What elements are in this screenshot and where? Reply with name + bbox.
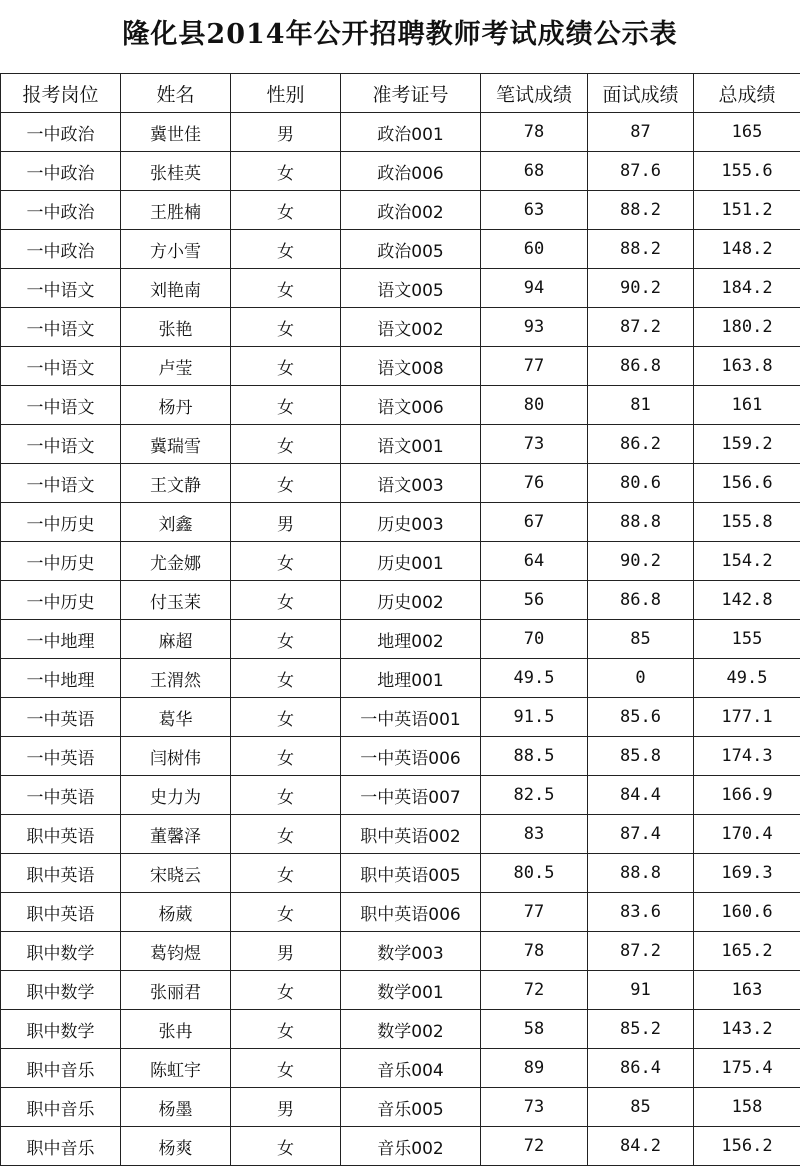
table-row: [1, 1010, 800, 1049]
cell-interview-score: 85.6: [588, 698, 694, 737]
table-row: [1, 347, 800, 386]
cell-gender: 女: [231, 347, 341, 386]
cell-position: 一中英语: [1, 776, 121, 815]
cell-ticket-number: 政治001: [341, 113, 481, 152]
table-row: [1, 776, 800, 815]
cell-position: 一中历史: [1, 581, 121, 620]
cell-ticket-number: 职中英语006: [341, 893, 481, 932]
cell-interview-score: 88.2: [588, 191, 694, 230]
cell-gender: 女: [231, 620, 341, 659]
cell-interview-score: 88.8: [588, 503, 694, 542]
cell-interview-score: 83.6: [588, 893, 694, 932]
cell-name: 刘艳南: [121, 269, 231, 308]
cell-interview-score: 84.4: [588, 776, 694, 815]
cell-total-score: 156.2: [694, 1127, 800, 1166]
cell-interview-score: 81: [588, 386, 694, 425]
cell-name: 董馨泽: [121, 815, 231, 854]
table-row: [1, 815, 800, 854]
cell-interview-score: 86.4: [588, 1049, 694, 1088]
cell-position: 一中政治: [1, 152, 121, 191]
cell-total-score: 155: [694, 620, 800, 659]
cell-name: 史力为: [121, 776, 231, 815]
table-row: [1, 464, 800, 503]
cell-total-score: 165: [694, 113, 800, 152]
table-row: [1, 152, 800, 191]
cell-total-score: 155.8: [694, 503, 800, 542]
cell-name: 张桂英: [121, 152, 231, 191]
cell-interview-score: 84.2: [588, 1127, 694, 1166]
cell-interview-score: 85.2: [588, 1010, 694, 1049]
cell-ticket-number: 政治006: [341, 152, 481, 191]
cell-total-score: 177.1: [694, 698, 800, 737]
cell-gender: 女: [231, 971, 341, 1010]
cell-position: 一中历史: [1, 503, 121, 542]
cell-written-score: 80: [481, 386, 588, 425]
cell-gender: 女: [231, 386, 341, 425]
cell-ticket-number: 一中英语006: [341, 737, 481, 776]
cell-total-score: 163: [694, 971, 800, 1010]
cell-gender: 男: [231, 1088, 341, 1127]
cell-position: 一中政治: [1, 191, 121, 230]
cell-written-score: 58: [481, 1010, 588, 1049]
table-row: [1, 308, 800, 347]
cell-position: 一中语文: [1, 464, 121, 503]
cell-ticket-number: 数学002: [341, 1010, 481, 1049]
cell-total-score: 166.9: [694, 776, 800, 815]
cell-written-score: 83: [481, 815, 588, 854]
table-header-row: [1, 74, 800, 113]
cell-written-score: 77: [481, 893, 588, 932]
cell-gender: 女: [231, 893, 341, 932]
cell-position: 一中语文: [1, 308, 121, 347]
cell-written-score: 89: [481, 1049, 588, 1088]
table-row: [1, 737, 800, 776]
cell-total-score: 174.3: [694, 737, 800, 776]
cell-gender: 女: [231, 152, 341, 191]
column-header-name: 姓名: [121, 74, 231, 113]
cell-name: 张艳: [121, 308, 231, 347]
cell-ticket-number: 政治002: [341, 191, 481, 230]
cell-total-score: 170.4: [694, 815, 800, 854]
cell-name: 王胜楠: [121, 191, 231, 230]
table-row: [1, 386, 800, 425]
cell-position: 一中英语: [1, 737, 121, 776]
table-row: [1, 503, 800, 542]
cell-total-score: 159.2: [694, 425, 800, 464]
cell-name: 王渭然: [121, 659, 231, 698]
cell-gender: 女: [231, 1010, 341, 1049]
cell-gender: 男: [231, 503, 341, 542]
cell-position: 职中英语: [1, 893, 121, 932]
cell-name: 张冉: [121, 1010, 231, 1049]
cell-ticket-number: 数学001: [341, 971, 481, 1010]
cell-name: 尤金娜: [121, 542, 231, 581]
cell-interview-score: 85: [588, 620, 694, 659]
cell-position: 一中地理: [1, 659, 121, 698]
cell-ticket-number: 音乐005: [341, 1088, 481, 1127]
cell-gender: 女: [231, 659, 341, 698]
cell-total-score: 165.2: [694, 932, 800, 971]
cell-total-score: 160.6: [694, 893, 800, 932]
table-row: [1, 893, 800, 932]
cell-ticket-number: 语文003: [341, 464, 481, 503]
cell-name: 张丽君: [121, 971, 231, 1010]
table-body: [1, 113, 800, 1166]
table-row: [1, 230, 800, 269]
cell-gender: 男: [231, 932, 341, 971]
cell-ticket-number: 语文006: [341, 386, 481, 425]
cell-gender: 女: [231, 581, 341, 620]
cell-written-score: 88.5: [481, 737, 588, 776]
cell-total-score: 180.2: [694, 308, 800, 347]
cell-ticket-number: 语文005: [341, 269, 481, 308]
cell-total-score: 154.2: [694, 542, 800, 581]
cell-name: 方小雪: [121, 230, 231, 269]
cell-interview-score: 87: [588, 113, 694, 152]
cell-name: 宋晓云: [121, 854, 231, 893]
cell-gender: 女: [231, 1049, 341, 1088]
cell-name: 杨葳: [121, 893, 231, 932]
cell-interview-score: 88.8: [588, 854, 694, 893]
cell-name: 冀瑞雪: [121, 425, 231, 464]
cell-position: 职中英语: [1, 854, 121, 893]
cell-position: 一中语文: [1, 269, 121, 308]
cell-position: 职中数学: [1, 932, 121, 971]
cell-ticket-number: 一中英语007: [341, 776, 481, 815]
cell-interview-score: 85: [588, 1088, 694, 1127]
cell-gender: 女: [231, 230, 341, 269]
column-header-ticket-number: 准考证号: [341, 74, 481, 113]
cell-ticket-number: 政治005: [341, 230, 481, 269]
cell-written-score: 67: [481, 503, 588, 542]
cell-name: 王文静: [121, 464, 231, 503]
cell-interview-score: 80.6: [588, 464, 694, 503]
cell-ticket-number: 数学003: [341, 932, 481, 971]
cell-total-score: 151.2: [694, 191, 800, 230]
table-row: [1, 1127, 800, 1166]
column-header-written-score: 笔试成绩: [481, 74, 588, 113]
table-row: [1, 113, 800, 152]
table-row: [1, 698, 800, 737]
cell-ticket-number: 历史003: [341, 503, 481, 542]
cell-written-score: 60: [481, 230, 588, 269]
cell-position: 一中语文: [1, 386, 121, 425]
table-row: [1, 659, 800, 698]
cell-written-score: 80.5: [481, 854, 588, 893]
cell-written-score: 68: [481, 152, 588, 191]
cell-position: 职中数学: [1, 1010, 121, 1049]
cell-name: 杨爽: [121, 1127, 231, 1166]
cell-position: 职中数学: [1, 971, 121, 1010]
cell-written-score: 63: [481, 191, 588, 230]
cell-interview-score: 90.2: [588, 542, 694, 581]
cell-written-score: 93: [481, 308, 588, 347]
cell-name: 麻超: [121, 620, 231, 659]
cell-position: 一中语文: [1, 425, 121, 464]
cell-total-score: 163.8: [694, 347, 800, 386]
cell-written-score: 78: [481, 113, 588, 152]
cell-interview-score: 86.8: [588, 347, 694, 386]
cell-name: 杨墨: [121, 1088, 231, 1127]
cell-gender: 女: [231, 308, 341, 347]
cell-position: 一中地理: [1, 620, 121, 659]
cell-written-score: 64: [481, 542, 588, 581]
cell-written-score: 70: [481, 620, 588, 659]
table-row: [1, 269, 800, 308]
score-table: [0, 73, 800, 1166]
cell-total-score: 49.5: [694, 659, 800, 698]
cell-interview-score: 87.4: [588, 815, 694, 854]
cell-name: 杨丹: [121, 386, 231, 425]
table-row: [1, 425, 800, 464]
table-row: [1, 932, 800, 971]
cell-gender: 女: [231, 776, 341, 815]
table-row: [1, 854, 800, 893]
cell-interview-score: 0: [588, 659, 694, 698]
cell-ticket-number: 地理001: [341, 659, 481, 698]
cell-written-score: 82.5: [481, 776, 588, 815]
table-row: [1, 542, 800, 581]
cell-name: 葛华: [121, 698, 231, 737]
cell-written-score: 72: [481, 1127, 588, 1166]
cell-interview-score: 90.2: [588, 269, 694, 308]
cell-written-score: 94: [481, 269, 588, 308]
cell-written-score: 56: [481, 581, 588, 620]
cell-position: 职中音乐: [1, 1088, 121, 1127]
cell-interview-score: 85.8: [588, 737, 694, 776]
page-title: 隆化县2014年公开招聘教师考试成绩公示表: [122, 19, 678, 50]
cell-written-score: 73: [481, 425, 588, 464]
cell-ticket-number: 语文008: [341, 347, 481, 386]
cell-position: 一中历史: [1, 542, 121, 581]
cell-gender: 女: [231, 815, 341, 854]
cell-written-score: 78: [481, 932, 588, 971]
cell-interview-score: 88.2: [588, 230, 694, 269]
cell-ticket-number: 地理002: [341, 620, 481, 659]
cell-name: 陈虹宇: [121, 1049, 231, 1088]
cell-position: 职中音乐: [1, 1049, 121, 1088]
cell-total-score: 158: [694, 1088, 800, 1127]
cell-ticket-number: 历史002: [341, 581, 481, 620]
cell-gender: 女: [231, 854, 341, 893]
cell-gender: 女: [231, 1127, 341, 1166]
cell-gender: 女: [231, 737, 341, 776]
cell-gender: 女: [231, 269, 341, 308]
cell-interview-score: 86.8: [588, 581, 694, 620]
cell-total-score: 155.6: [694, 152, 800, 191]
cell-name: 卢莹: [121, 347, 231, 386]
cell-ticket-number: 职中英语005: [341, 854, 481, 893]
cell-interview-score: 87.2: [588, 932, 694, 971]
cell-written-score: 77: [481, 347, 588, 386]
cell-written-score: 49.5: [481, 659, 588, 698]
cell-gender: 女: [231, 464, 341, 503]
cell-total-score: 175.4: [694, 1049, 800, 1088]
cell-ticket-number: 一中英语001: [341, 698, 481, 737]
cell-total-score: 169.3: [694, 854, 800, 893]
cell-written-score: 72: [481, 971, 588, 1010]
cell-gender: 女: [231, 698, 341, 737]
cell-interview-score: 87.6: [588, 152, 694, 191]
column-header-gender: 性别: [231, 74, 341, 113]
cell-ticket-number: 语文001: [341, 425, 481, 464]
table-row: [1, 581, 800, 620]
cell-position: 一中政治: [1, 230, 121, 269]
cell-total-score: 184.2: [694, 269, 800, 308]
cell-written-score: 76: [481, 464, 588, 503]
cell-total-score: 142.8: [694, 581, 800, 620]
cell-position: 一中语文: [1, 347, 121, 386]
column-header-interview-score: 面试成绩: [588, 74, 694, 113]
cell-ticket-number: 职中英语002: [341, 815, 481, 854]
cell-position: 职中英语: [1, 815, 121, 854]
table-row: [1, 971, 800, 1010]
cell-total-score: 148.2: [694, 230, 800, 269]
cell-gender: 女: [231, 542, 341, 581]
cell-total-score: 143.2: [694, 1010, 800, 1049]
table-row: [1, 1049, 800, 1088]
cell-name: 刘鑫: [121, 503, 231, 542]
cell-gender: 女: [231, 191, 341, 230]
cell-ticket-number: 音乐004: [341, 1049, 481, 1088]
cell-name: 付玉茉: [121, 581, 231, 620]
cell-interview-score: 87.2: [588, 308, 694, 347]
cell-ticket-number: 音乐002: [341, 1127, 481, 1166]
table-row: [1, 620, 800, 659]
cell-position: 职中音乐: [1, 1127, 121, 1166]
cell-gender: 男: [231, 113, 341, 152]
cell-name: 冀世佳: [121, 113, 231, 152]
cell-written-score: 91.5: [481, 698, 588, 737]
table-row: [1, 1088, 800, 1127]
table-row: [1, 191, 800, 230]
cell-interview-score: 91: [588, 971, 694, 1010]
cell-name: 葛钧煜: [121, 932, 231, 971]
column-header-total-score: 总成绩: [694, 74, 800, 113]
column-header-position: 报考岗位: [1, 74, 121, 113]
cell-position: 一中政治: [1, 113, 121, 152]
cell-name: 闫树伟: [121, 737, 231, 776]
cell-gender: 女: [231, 425, 341, 464]
cell-ticket-number: 语文002: [341, 308, 481, 347]
cell-written-score: 73: [481, 1088, 588, 1127]
cell-total-score: 156.6: [694, 464, 800, 503]
cell-position: 一中英语: [1, 698, 121, 737]
cell-total-score: 161: [694, 386, 800, 425]
cell-ticket-number: 历史001: [341, 542, 481, 581]
cell-interview-score: 86.2: [588, 425, 694, 464]
